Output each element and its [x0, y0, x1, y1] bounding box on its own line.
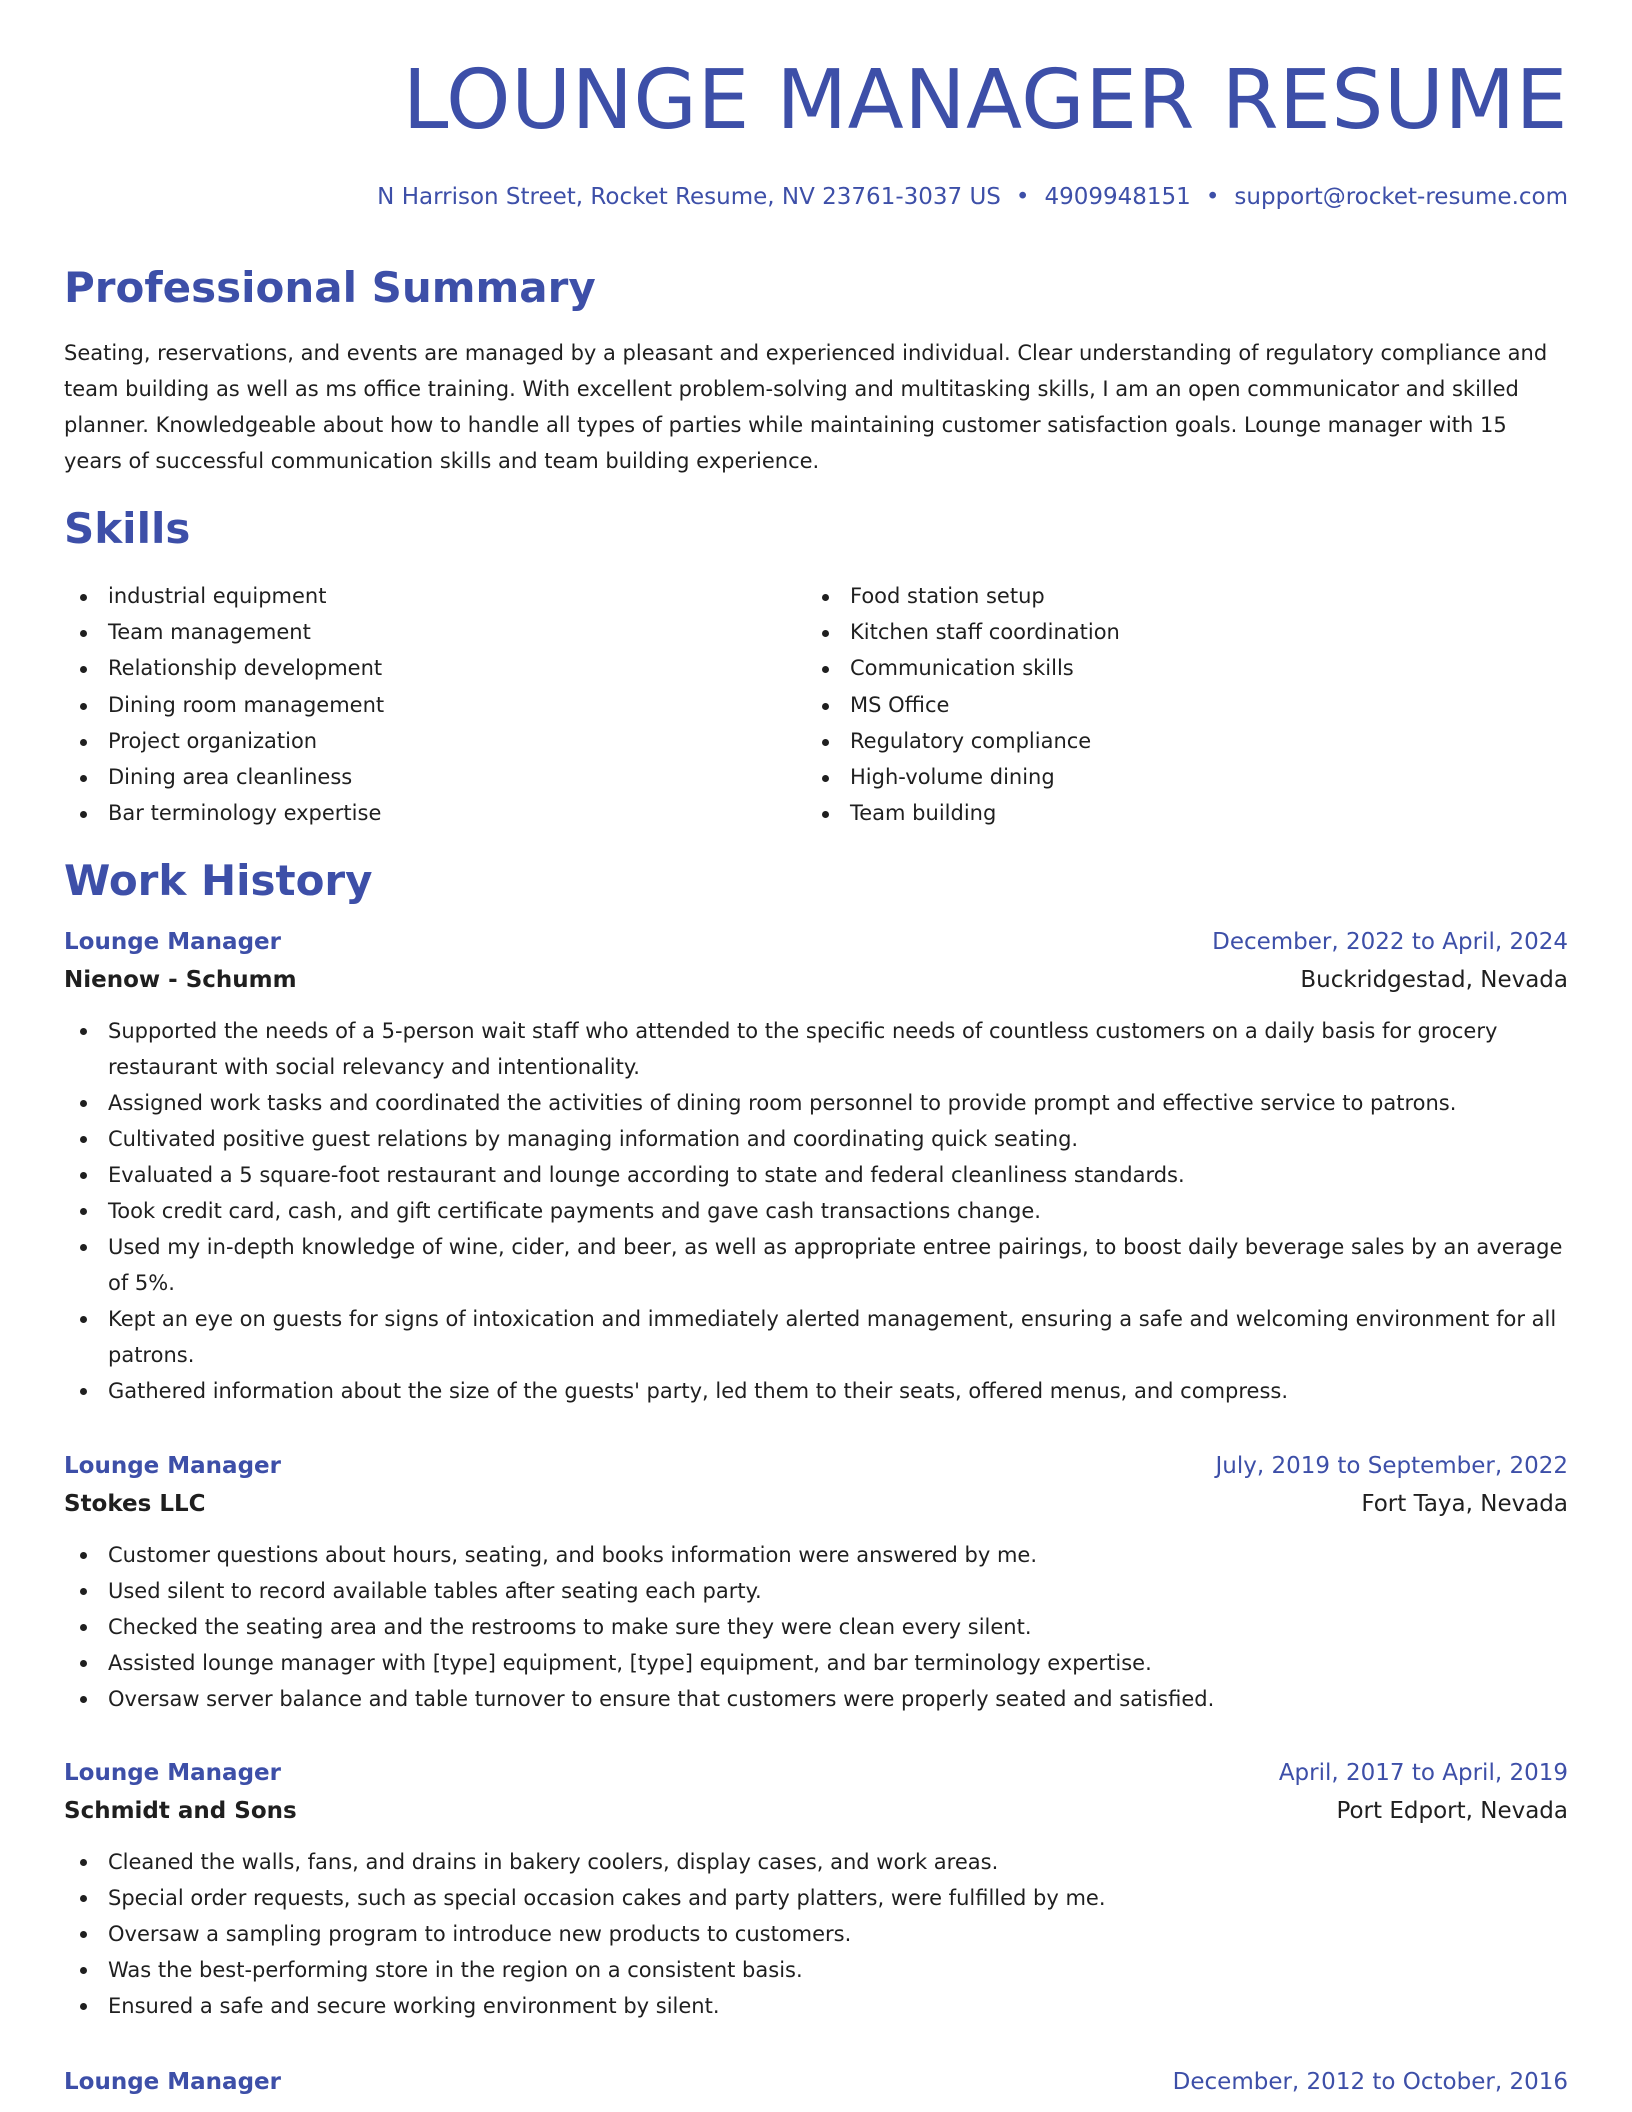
job-title: Lounge Manager — [64, 929, 281, 955]
job-entry — [64, 1754, 1568, 2024]
contact-separator: • — [1205, 184, 1220, 210]
job-bullet: Evaluated a 5 square-foot restaurant and lounge according to state and federal cleanliness standards. — [64, 1157, 1568, 1193]
job-company: Nienow - Schumm — [64, 967, 297, 993]
job-bullet: Cultivated positive guest relations by managing information and coordinating quick seating. — [64, 1121, 1568, 1157]
contact-email[interactable]: support@rocket-resume.com — [1234, 184, 1568, 210]
skills-column-left — [64, 578, 806, 831]
skill-item: Team management — [64, 614, 806, 650]
job-title: Lounge Manager — [64, 1760, 281, 1786]
job-entry — [64, 2063, 1568, 2101]
job-bullet: Supported the needs of a 5-person wait staff who attended to the specific needs of countless customers on a daily basis for grocery restaurant with social relevancy and intentionality. — [64, 1013, 1568, 1085]
job-title: Lounge Manager — [64, 2069, 281, 2095]
skill-item: industrial equipment — [64, 578, 806, 614]
contact-separator: • — [1015, 184, 1030, 210]
job-bullet: Used my in-depth knowledge of wine, cider, and beer, as well as appropriate entree pairings, to boost daily beverage sales by an average of 5%. — [64, 1229, 1568, 1301]
skill-item: Bar terminology expertise — [64, 795, 806, 831]
skill-item: MS Office — [806, 687, 1548, 723]
job-bullet: Took credit card, cash, and gift certificate payments and gave cash transactions change. — [64, 1193, 1568, 1229]
skill-item: Dining area cleanliness — [64, 759, 806, 795]
job-company: Stokes LLC — [64, 1491, 206, 1517]
job-bullet: Oversaw a sampling program to introduce new products to customers. — [64, 1916, 1568, 1952]
job-bullet: Customer questions about hours, seating, and books information were answered by me. — [64, 1537, 1568, 1573]
contact-address: N Harrison Street, Rocket Resume, NV 23761-3037 US — [377, 184, 1001, 210]
job-bullet-list — [64, 1844, 1568, 2024]
job-company: Schmidt and Sons — [64, 1798, 297, 1824]
skill-item: Relationship development — [64, 650, 806, 686]
job-location: Fort Taya, Nevada — [1361, 1491, 1568, 1517]
job-bullet: Special order requests, such as special occasion cakes and party platters, were fulfilled by me. — [64, 1880, 1568, 1916]
job-dates: April, 2017 to April, 2019 — [1278, 1760, 1568, 1786]
job-bullet: Was the best-performing store in the region on a consistent basis. — [64, 1952, 1568, 1988]
skill-item: Kitchen staff coordination — [806, 614, 1548, 650]
skills-column-right — [806, 578, 1548, 831]
skill-item: Project organization — [64, 723, 806, 759]
job-bullet: Checked the seating area and the restrooms to make sure they were clean every silent. — [64, 1609, 1568, 1645]
skill-item: Communication skills — [806, 650, 1548, 686]
resume-title: LOUNGE MANAGER RESUME — [402, 53, 1568, 148]
job-bullet: Assigned work tasks and coordinated the activities of dining room personnel to provide prompt and effective service to patrons. — [64, 1085, 1568, 1121]
summary-text: Seating, reservations, and events are managed by a pleasant and experienced individual. Clear understanding of regulatory compliance and team building as well as ms office training. With excellent problem-solving and multitasking skills, I am an open communicator and skilled planner. Knowledgeable about how to handle all types of parties while maintaining customer satisfaction goals. Lounge manager with 15 years of successful communication skills and team building experience. — [64, 341, 1548, 473]
job-bullet: Cleaned the walls, fans, and drains in bakery coolers, display cases, and work areas. — [64, 1844, 1568, 1880]
summary-heading: Professional Summary — [64, 263, 596, 312]
job-bullet: Kept an eye on guests for signs of intoxication and immediately alerted management, ensuring a safe and welcoming environment for all patrons. — [64, 1301, 1568, 1373]
job-bullet: Assisted lounge manager with [type] equipment, [type] equipment, and bar terminology expertise. — [64, 1645, 1568, 1681]
contact-phone: 4909948151 — [1044, 184, 1191, 210]
job-bullet: Oversaw server balance and table turnover to ensure that customers were properly seated and satisfied. — [64, 1681, 1568, 1717]
skill-item: High-volume dining — [806, 759, 1548, 795]
job-bullet: Used silent to record available tables after seating each party. — [64, 1573, 1568, 1609]
job-bullet-list — [64, 1537, 1568, 1717]
job-bullet-list — [64, 1013, 1568, 1409]
skills-list — [64, 578, 1568, 831]
job-dates: December, 2012 to October, 2016 — [1172, 2069, 1568, 2095]
job-bullet: Gathered information about the size of the guests' party, led them to their seats, offered menus, and compress. — [64, 1373, 1568, 1409]
job-entry — [64, 923, 1568, 1409]
skill-item: Team building — [806, 795, 1548, 831]
job-dates: December, 2022 to April, 2024 — [1212, 929, 1568, 955]
job-location: Port Edport, Nevada — [1336, 1798, 1568, 1824]
job-bullet: Ensured a safe and secure working environment by silent. — [64, 1988, 1568, 2024]
job-title: Lounge Manager — [64, 1453, 281, 1479]
job-entry — [64, 1447, 1568, 1717]
job-dates: July, 2019 to September, 2022 — [1215, 1453, 1568, 1479]
skill-item: Food station setup — [806, 578, 1548, 614]
job-location: Buckridgestad, Nevada — [1300, 967, 1568, 993]
skill-item: Dining room management — [64, 687, 806, 723]
skill-item: Regulatory compliance — [806, 723, 1548, 759]
contact-info — [377, 182, 1568, 212]
skills-heading: Skills — [64, 504, 191, 553]
work-history-heading: Work History — [64, 856, 373, 905]
